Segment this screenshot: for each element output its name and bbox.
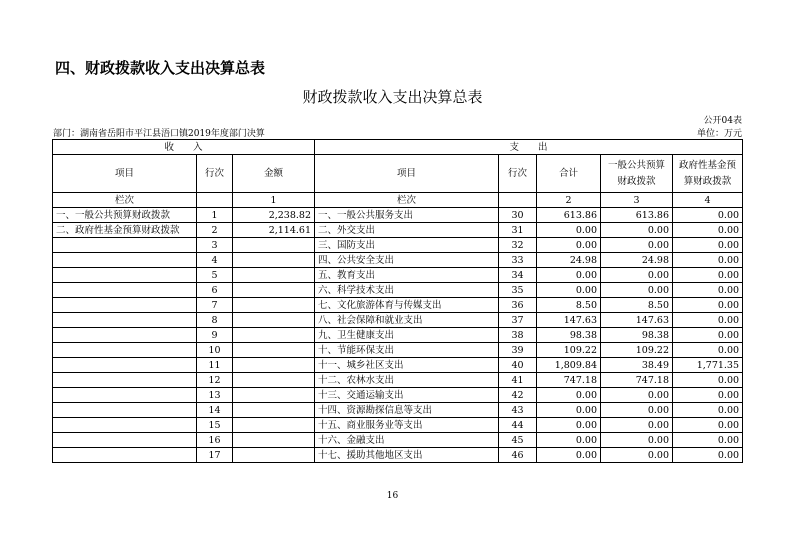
total-cell: 109.22 bbox=[537, 343, 601, 358]
income-line-cell: 11 bbox=[197, 358, 233, 373]
table-row bbox=[53, 328, 743, 343]
general-budget-cell: 0.00 bbox=[601, 418, 673, 433]
table-row bbox=[53, 223, 743, 238]
income-line-header: 行次 bbox=[197, 155, 233, 193]
income-amount-header: 金额 bbox=[233, 155, 315, 193]
gov-fund-cell: 0.00 bbox=[673, 208, 743, 223]
header-row-group bbox=[53, 140, 743, 155]
general-budget-cell: 38.49 bbox=[601, 358, 673, 373]
income-line-cell: 17 bbox=[197, 448, 233, 463]
col-3: 3 bbox=[601, 193, 673, 208]
expenditure-header: 支 出 bbox=[315, 140, 743, 155]
expenditure-line-cell: 41 bbox=[499, 373, 537, 388]
general-budget-cell: 0.00 bbox=[601, 223, 673, 238]
income-item-header: 项目 bbox=[53, 155, 197, 193]
expenditure-item-cell: 十三、交通运输支出 bbox=[315, 388, 499, 403]
section-heading: 四、财政拨款收入支出决算总表 bbox=[55, 59, 266, 77]
gov-fund-cell: 1,771.35 bbox=[673, 358, 743, 373]
expenditure-line-cell: 40 bbox=[499, 358, 537, 373]
income-line-cell: 2 bbox=[197, 223, 233, 238]
table-row bbox=[53, 208, 743, 223]
expenditure-line-cell: 30 bbox=[499, 208, 537, 223]
expenditure-item-cell: 十四、资源勘探信息等支出 bbox=[315, 403, 499, 418]
income-item-cell bbox=[53, 298, 197, 313]
income-item-cell: 二、政府性基金预算财政拨款 bbox=[53, 223, 197, 238]
table-row bbox=[53, 283, 743, 298]
expenditure-item-cell: 九、卫生健康支出 bbox=[315, 328, 499, 343]
general-budget-cell: 0.00 bbox=[601, 268, 673, 283]
gov-fund-header: 政府性基金预算财政拨款 bbox=[673, 155, 743, 193]
form-number: 公开04表 bbox=[703, 116, 742, 126]
total-cell: 0.00 bbox=[537, 448, 601, 463]
income-amount-cell bbox=[233, 298, 315, 313]
general-budget-cell: 0.00 bbox=[601, 433, 673, 448]
income-line-cell: 1 bbox=[197, 208, 233, 223]
total-cell: 8.50 bbox=[537, 298, 601, 313]
expenditure-line-cell: 45 bbox=[499, 433, 537, 448]
total-cell: 98.38 bbox=[537, 328, 601, 343]
income-amount-cell bbox=[233, 403, 315, 418]
gov-fund-cell: 0.00 bbox=[673, 328, 743, 343]
total-cell: 0.00 bbox=[537, 223, 601, 238]
income-line-cell: 4 bbox=[197, 253, 233, 268]
income-line-cell: 9 bbox=[197, 328, 233, 343]
table-row bbox=[53, 358, 743, 373]
gov-fund-cell: 0.00 bbox=[673, 298, 743, 313]
col-4: 4 bbox=[673, 193, 743, 208]
empty-cell bbox=[197, 193, 233, 208]
expenditure-item-cell: 一、一般公共服务支出 bbox=[315, 208, 499, 223]
income-amount-cell bbox=[233, 253, 315, 268]
table-title: 财政拨款收入支出决算总表 bbox=[302, 88, 483, 106]
income-header: 收 入 bbox=[53, 140, 315, 155]
general-budget-cell: 8.50 bbox=[601, 298, 673, 313]
total-header: 合计 bbox=[537, 155, 601, 193]
gov-fund-cell: 0.00 bbox=[673, 418, 743, 433]
gov-fund-cell: 0.00 bbox=[673, 238, 743, 253]
gov-fund-cell: 0.00 bbox=[673, 223, 743, 238]
table-row bbox=[53, 298, 743, 313]
income-line-cell: 15 bbox=[197, 418, 233, 433]
expenditure-item-cell: 十七、援助其他地区支出 bbox=[315, 448, 499, 463]
income-item-cell bbox=[53, 343, 197, 358]
income-line-cell: 16 bbox=[197, 433, 233, 448]
expenditure-line-cell: 32 bbox=[499, 238, 537, 253]
unit-label: 单位：万元 bbox=[696, 129, 742, 139]
expenditure-line-header: 行次 bbox=[499, 155, 537, 193]
table-row bbox=[53, 253, 743, 268]
income-line-cell: 3 bbox=[197, 238, 233, 253]
table-row bbox=[53, 388, 743, 403]
income-item-cell bbox=[53, 283, 197, 298]
income-line-cell: 7 bbox=[197, 298, 233, 313]
general-budget-cell: 109.22 bbox=[601, 343, 673, 358]
table-row bbox=[53, 373, 743, 388]
income-item-cell bbox=[53, 313, 197, 328]
expenditure-line-cell: 44 bbox=[499, 418, 537, 433]
general-budget-cell: 613.86 bbox=[601, 208, 673, 223]
income-amount-cell bbox=[233, 433, 315, 448]
general-budget-cell: 98.38 bbox=[601, 328, 673, 343]
income-line-cell: 8 bbox=[197, 313, 233, 328]
expenditure-line-cell: 42 bbox=[499, 388, 537, 403]
gov-fund-cell: 0.00 bbox=[673, 448, 743, 463]
income-line-cell: 14 bbox=[197, 403, 233, 418]
table-row bbox=[53, 313, 743, 328]
general-budget-cell: 0.00 bbox=[601, 283, 673, 298]
general-budget-cell: 0.00 bbox=[601, 448, 673, 463]
gov-fund-cell: 0.00 bbox=[673, 403, 743, 418]
expenditure-line-cell: 39 bbox=[499, 343, 537, 358]
total-cell: 0.00 bbox=[537, 283, 601, 298]
expenditure-item-cell: 二、外交支出 bbox=[315, 223, 499, 238]
income-line-cell: 6 bbox=[197, 283, 233, 298]
gov-fund-cell: 0.00 bbox=[673, 283, 743, 298]
expenditure-item-cell: 四、公共安全支出 bbox=[315, 253, 499, 268]
total-cell: 1,809.84 bbox=[537, 358, 601, 373]
expenditure-item-cell: 十一、城乡社区支出 bbox=[315, 358, 499, 373]
income-amount-cell bbox=[233, 328, 315, 343]
income-item-cell bbox=[53, 253, 197, 268]
income-item-cell bbox=[53, 238, 197, 253]
table-row bbox=[53, 268, 743, 283]
gov-fund-cell: 0.00 bbox=[673, 388, 743, 403]
income-amount-cell bbox=[233, 283, 315, 298]
table-row bbox=[53, 433, 743, 448]
income-item-cell bbox=[53, 328, 197, 343]
expenditure-item-cell: 十、节能环保支出 bbox=[315, 343, 499, 358]
header-row-columns bbox=[53, 155, 743, 193]
total-cell: 747.18 bbox=[537, 373, 601, 388]
expenditure-item-cell: 六、科学技术支出 bbox=[315, 283, 499, 298]
expenditure-item-cell: 十二、农林水支出 bbox=[315, 373, 499, 388]
income-line-cell: 13 bbox=[197, 388, 233, 403]
expenditure-line-cell: 46 bbox=[499, 448, 537, 463]
column-index-row bbox=[53, 193, 743, 208]
total-cell: 0.00 bbox=[537, 418, 601, 433]
gov-fund-cell: 0.00 bbox=[673, 313, 743, 328]
general-budget-header: 一般公共预算财政拨款 bbox=[601, 155, 673, 193]
income-line-cell: 12 bbox=[197, 373, 233, 388]
expenditure-line-cell: 33 bbox=[499, 253, 537, 268]
general-budget-cell: 24.98 bbox=[601, 253, 673, 268]
income-item-cell bbox=[53, 388, 197, 403]
income-amount-cell bbox=[233, 448, 315, 463]
table-row bbox=[53, 448, 743, 463]
empty-cell bbox=[499, 193, 537, 208]
department-label: 部门：湖南省岳阳市平江县浯口镇2019年度部门决算 bbox=[53, 129, 265, 139]
income-amount-cell bbox=[233, 388, 315, 403]
income-item-cell bbox=[53, 403, 197, 418]
income-item-cell bbox=[53, 358, 197, 373]
gov-fund-cell: 0.00 bbox=[673, 268, 743, 283]
general-budget-cell: 0.00 bbox=[601, 403, 673, 418]
general-budget-cell: 0.00 bbox=[601, 238, 673, 253]
expenditure-line-cell: 34 bbox=[499, 268, 537, 283]
gov-fund-cell: 0.00 bbox=[673, 373, 743, 388]
income-amount-cell bbox=[233, 268, 315, 283]
expenditure-item-cell: 十五、商业服务业等支出 bbox=[315, 418, 499, 433]
total-cell: 147.63 bbox=[537, 313, 601, 328]
expenditure-line-cell: 38 bbox=[499, 328, 537, 343]
col-1: 1 bbox=[233, 193, 315, 208]
income-amount-cell bbox=[233, 418, 315, 433]
total-cell: 0.00 bbox=[537, 388, 601, 403]
general-budget-cell: 747.18 bbox=[601, 373, 673, 388]
table-row bbox=[53, 238, 743, 253]
col-label-2: 栏次 bbox=[315, 193, 499, 208]
col-label: 栏次 bbox=[53, 193, 197, 208]
total-cell: 0.00 bbox=[537, 403, 601, 418]
expenditure-item-header: 项目 bbox=[315, 155, 499, 193]
income-item-cell: 一、一般公共预算财政拨款 bbox=[53, 208, 197, 223]
expenditure-line-cell: 43 bbox=[499, 403, 537, 418]
expenditure-item-cell: 五、教育支出 bbox=[315, 268, 499, 283]
general-budget-cell: 147.63 bbox=[601, 313, 673, 328]
expenditure-item-cell: 七、文化旅游体育与传媒支出 bbox=[315, 298, 499, 313]
income-line-cell: 10 bbox=[197, 343, 233, 358]
income-amount-cell bbox=[233, 373, 315, 388]
general-budget-cell: 0.00 bbox=[601, 388, 673, 403]
table-row bbox=[53, 343, 743, 358]
expenditure-item-cell: 十六、金融支出 bbox=[315, 433, 499, 448]
income-amount-cell bbox=[233, 343, 315, 358]
income-item-cell bbox=[53, 418, 197, 433]
total-cell: 613.86 bbox=[537, 208, 601, 223]
table-row bbox=[53, 418, 743, 433]
income-amount-cell: 2,238.82 bbox=[233, 208, 315, 223]
income-amount-cell bbox=[233, 358, 315, 373]
table-row bbox=[53, 403, 743, 418]
total-cell: 0.00 bbox=[537, 268, 601, 283]
expenditure-item-cell: 八、社会保障和就业支出 bbox=[315, 313, 499, 328]
total-cell: 24.98 bbox=[537, 253, 601, 268]
expenditure-line-cell: 37 bbox=[499, 313, 537, 328]
gov-fund-cell: 0.00 bbox=[673, 343, 743, 358]
gov-fund-cell: 0.00 bbox=[673, 253, 743, 268]
total-cell: 0.00 bbox=[537, 433, 601, 448]
page-number: 16 bbox=[386, 491, 399, 501]
budget-table bbox=[52, 139, 743, 463]
income-item-cell bbox=[53, 433, 197, 448]
income-item-cell bbox=[53, 268, 197, 283]
income-line-cell: 5 bbox=[197, 268, 233, 283]
expenditure-line-cell: 36 bbox=[499, 298, 537, 313]
total-cell: 0.00 bbox=[537, 238, 601, 253]
income-amount-cell bbox=[233, 238, 315, 253]
expenditure-item-cell: 三、国防支出 bbox=[315, 238, 499, 253]
income-amount-cell bbox=[233, 313, 315, 328]
expenditure-line-cell: 35 bbox=[499, 283, 537, 298]
income-item-cell bbox=[53, 373, 197, 388]
col-2: 2 bbox=[537, 193, 601, 208]
expenditure-line-cell: 31 bbox=[499, 223, 537, 238]
income-amount-cell: 2,114.61 bbox=[233, 223, 315, 238]
income-item-cell bbox=[53, 448, 197, 463]
gov-fund-cell: 0.00 bbox=[673, 433, 743, 448]
